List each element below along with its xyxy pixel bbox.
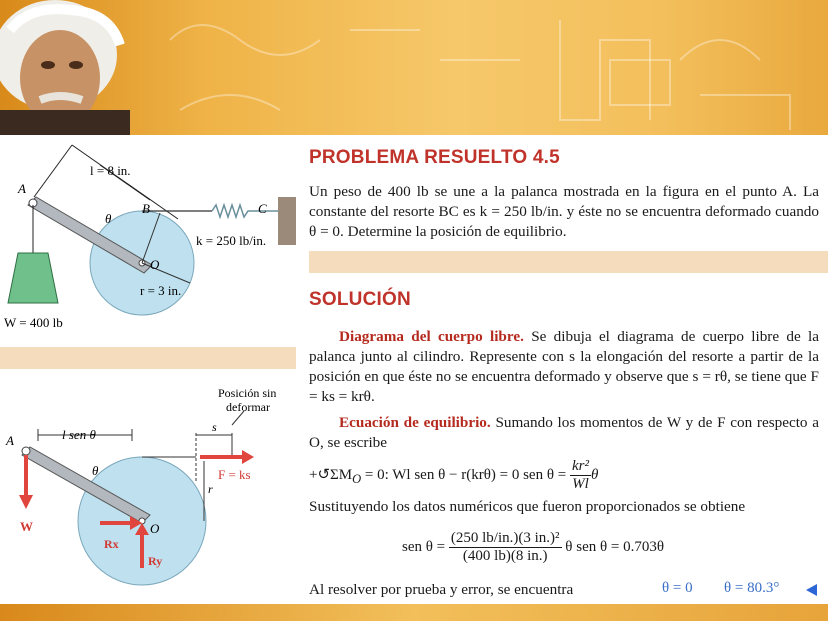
svg-text:Ry: Ry: [148, 554, 163, 568]
svg-text:deformar: deformar: [226, 400, 270, 414]
svg-text:k = 250 lb/in.: k = 250 lb/in.: [196, 233, 267, 248]
force-f-arrow: [242, 450, 254, 464]
svg-text:O: O: [150, 257, 160, 272]
answer-1: θ = 0: [662, 580, 693, 596]
svg-text:O: O: [150, 521, 160, 536]
svg-text:F = ks: F = ks: [218, 467, 251, 482]
svg-text:θ: θ: [92, 463, 99, 478]
fbd-paragraph: [309, 327, 819, 407]
svg-text:Rx: Rx: [104, 537, 119, 551]
eq-heading: Ecuación de equilibrio.: [339, 414, 491, 431]
wall: [278, 197, 296, 245]
header-banner: [0, 0, 828, 135]
svg-text:W: W: [20, 519, 33, 534]
answer-2: θ = 80.3°: [724, 580, 780, 596]
footer-strip: [0, 604, 828, 621]
equation-moments: $+↺\Sigma M_O = 0$: Wl sen θ − r(krθ) = 0 sen θ = $\frac{\text{kr²}}{Wl}$ θ: [309, 458, 599, 492]
fbd-text: Se dibuja el diagrama de cuerpo libre de la palanca junto al cilindro. Represente con s la elongación del resorte a partir de la posición en que éste no se encuentra deformado y observe que s = rθ, se tiene que F = ks = krθ.: [309, 328, 819, 405]
svg-text:r: r: [208, 482, 213, 496]
svg-text:θ: θ: [105, 211, 112, 226]
svg-text:Posición sin: Posición sin: [218, 386, 277, 400]
final-text: Al resolver por prueba y error, se encuentra: [309, 581, 574, 598]
svg-text:r = 3 in.: r = 3 in.: [140, 283, 182, 298]
svg-text:A: A: [18, 181, 26, 196]
figure-free-body-diagram: [0, 383, 296, 621]
equilibrium-paragraph: [309, 413, 819, 453]
separator-band-right: [309, 251, 828, 273]
svg-text:W = 400 lb: W = 400 lb: [4, 315, 63, 330]
svg-text:l sen θ: l sen θ: [62, 427, 96, 442]
figures-column: [0, 135, 296, 621]
svg-text:s: s: [212, 420, 217, 434]
fbd-heading: Diagrama del cuerpo libre.: [339, 328, 524, 345]
substitute-text: Sustituyendo los datos numéricos que fueron proporcionados se obtiene: [309, 498, 746, 515]
svg-text:l = 8 in.: l = 8 in.: [90, 163, 131, 178]
triangle-left-icon: [806, 584, 817, 596]
problem-statement: Un peso de 400 lb se une a la palanca mostrada en la figura en el punto A. La constante del resorte BC es k = 250 lb/in. y éste no se encuentra deformado cuando θ = 0. Determine la posición de equilibrio.: [309, 183, 819, 240]
separator-band: [0, 347, 296, 369]
figure-lever-setup: [0, 135, 296, 333]
solution-title: SOLUCIÓN: [309, 289, 411, 310]
eq-text: Sumando los momentos de W y de F con respecto a O, se escribe: [309, 414, 820, 451]
weight: [8, 253, 58, 303]
force-w-arrow: [19, 495, 33, 509]
banner-illustration: [0, 0, 828, 135]
spring: [212, 205, 278, 217]
einstein-portrait-icon: [0, 0, 130, 135]
problem-title: PROBLEMA RESUELTO 4.5: [309, 147, 560, 168]
equation-numeric: sen θ = $\frac{\text{(250 lb/in.)(3 in.)²}}{(400 lb)(8 in.)}$ θ sen θ = 0.703θ: [402, 530, 665, 564]
svg-text:B: B: [142, 201, 150, 216]
svg-text:C: C: [258, 201, 267, 216]
svg-text:A: A: [6, 433, 14, 448]
